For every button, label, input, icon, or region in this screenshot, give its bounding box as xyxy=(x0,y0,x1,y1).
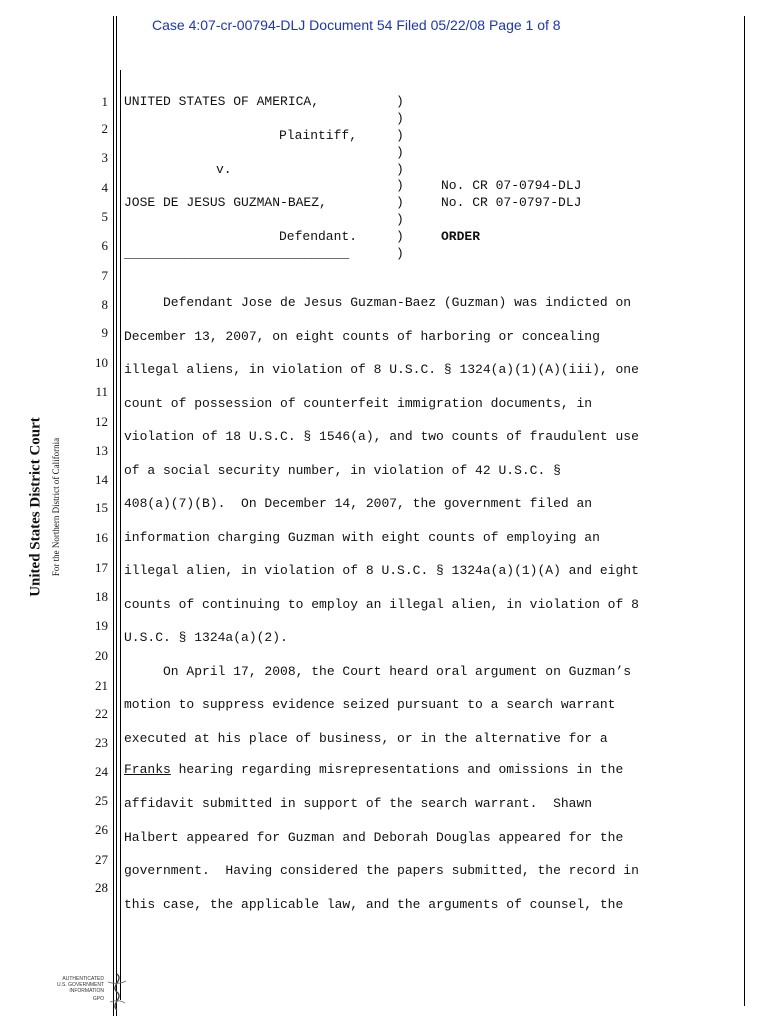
line-number: 2 xyxy=(101,121,108,136)
body-line: illegal aliens, in violation of 8 U.S.C. § 1324(a)(1)(A)(iii), one xyxy=(124,362,639,377)
caption-paren: ) xyxy=(396,128,404,143)
franks-line xyxy=(124,762,623,778)
body-line: illegal alien, in violation of 8 U.S.C. § 1324a(a)(1)(A) and eight xyxy=(124,563,639,578)
caption-paren: ) xyxy=(396,162,404,177)
body-line: motion to suppress evidence seized pursuant to a search warrant xyxy=(124,697,616,712)
body-line: information charging Guzman with eight counts of employing an xyxy=(124,530,600,545)
line-number: 14 xyxy=(95,472,108,487)
line-number: 12 xyxy=(95,414,108,429)
line-number: 10 xyxy=(95,355,108,370)
caption-underline: ______________________________ xyxy=(124,246,350,261)
seal-line-4: GPO xyxy=(92,996,104,1002)
caption-rule xyxy=(120,70,121,1000)
line-number: 28 xyxy=(95,880,108,895)
gpo-authentication-seal xyxy=(40,972,130,1016)
caption-closing-paren: ) xyxy=(396,246,404,261)
line-number: 26 xyxy=(95,822,108,837)
seal-line-2: U.S. GOVERNMENT xyxy=(57,982,104,988)
line-number: 23 xyxy=(95,735,108,750)
line-number: 7 xyxy=(101,268,108,283)
document-header: Case 4:07-cr-00794-DLJ Document 54 Filed 05/22/08 Page 1 of 8 xyxy=(152,17,561,33)
line-number: 15 xyxy=(95,500,108,515)
caption-paren: ) xyxy=(396,145,404,160)
line-number: 4 xyxy=(101,180,108,195)
line-number: 3 xyxy=(101,150,108,165)
body-line: executed at his place of business, or in the alternative for a xyxy=(124,731,608,746)
body-line: U.S.C. § 1324a(a)(2). xyxy=(124,630,288,645)
caption-paren: ) xyxy=(396,212,404,227)
body-line: Defendant Jose de Jesus Guzman-Baez (Guzman) was indicted on xyxy=(124,295,632,310)
body-line: December 13, 2007, on eight counts of harboring or concealing xyxy=(124,329,600,344)
line-number: 16 xyxy=(95,530,108,545)
case-number-2: No. CR 07-0797-DLJ xyxy=(441,195,582,210)
body-line: affidavit submitted in support of the search warrant. Shawn xyxy=(124,796,593,811)
line-number: 5 xyxy=(101,209,108,224)
line-number: 25 xyxy=(95,793,108,808)
line-number: 18 xyxy=(95,589,108,604)
defendant-role: Defendant. xyxy=(279,229,358,244)
line-number: 9 xyxy=(101,325,108,340)
line-number: 1 xyxy=(101,94,108,109)
body-line: On April 17, 2008, the Court heard oral argument on Guzman’s xyxy=(124,664,632,679)
left-margin-rule-1 xyxy=(113,16,114,1016)
franks-line-rest: hearing regarding misrepresentations and omissions in the xyxy=(170,762,624,777)
line-number: 11 xyxy=(95,384,108,399)
gpo-eagle-icon xyxy=(104,972,130,1016)
seal-line-1: AUTHENTICATED xyxy=(62,976,104,982)
line-number: 22 xyxy=(95,706,108,721)
caption-paren: ) xyxy=(396,195,404,210)
body-line: government. Having considered the papers submitted, the record in xyxy=(124,863,639,878)
line-number: 17 xyxy=(95,560,108,575)
caption-paren: ) xyxy=(396,94,404,109)
caption-paren: ) xyxy=(396,111,404,126)
left-margin-rule-2 xyxy=(116,16,117,1016)
case-number-1: No. CR 07-0794-DLJ xyxy=(441,178,582,193)
district-name-vertical: For the Northern District of California xyxy=(51,437,61,577)
body-line: counts of continuing to employ an illegal alien, in violation of 8 xyxy=(124,597,639,612)
plaintiff-role: Plaintiff, xyxy=(279,128,358,143)
line-number: 13 xyxy=(95,443,108,458)
line-number: 6 xyxy=(101,238,108,253)
right-margin-rule xyxy=(744,16,745,1006)
body-line: 408(a)(7)(B). On December 14, 2007, the government filed an xyxy=(124,496,593,511)
caption-paren: ) xyxy=(396,178,404,193)
seal-line-3: INFORMATION xyxy=(69,988,104,994)
court-name-vertical: United States District Court xyxy=(27,417,44,597)
body-line: Halbert appeared for Guzman and Deborah Douglas appeared for the xyxy=(124,830,624,845)
plaintiff-name: UNITED STATES OF AMERICA, xyxy=(124,94,320,109)
versus: v. xyxy=(216,162,232,177)
line-number: 27 xyxy=(95,852,108,867)
line-number: 21 xyxy=(95,678,108,693)
line-number: 8 xyxy=(101,297,108,312)
caption-paren: ) xyxy=(396,229,404,244)
line-number: 20 xyxy=(95,648,108,663)
body-line: this case, the applicable law, and the arguments of counsel, the xyxy=(124,897,624,912)
order-title: ORDER xyxy=(441,229,481,244)
body-line: of a social security number, in violation of 42 U.S.C. § xyxy=(124,463,561,478)
body-line: violation of 18 U.S.C. § 1546(a), and two counts of fraudulent use xyxy=(124,429,639,444)
franks-case-name: Franks xyxy=(124,762,171,777)
body-line: count of possession of counterfeit immigration documents, in xyxy=(124,396,593,411)
line-number: 19 xyxy=(95,618,108,633)
defendant-name: JOSE DE JESUS GUZMAN-BAEZ, xyxy=(124,195,327,210)
line-number: 24 xyxy=(95,764,108,779)
